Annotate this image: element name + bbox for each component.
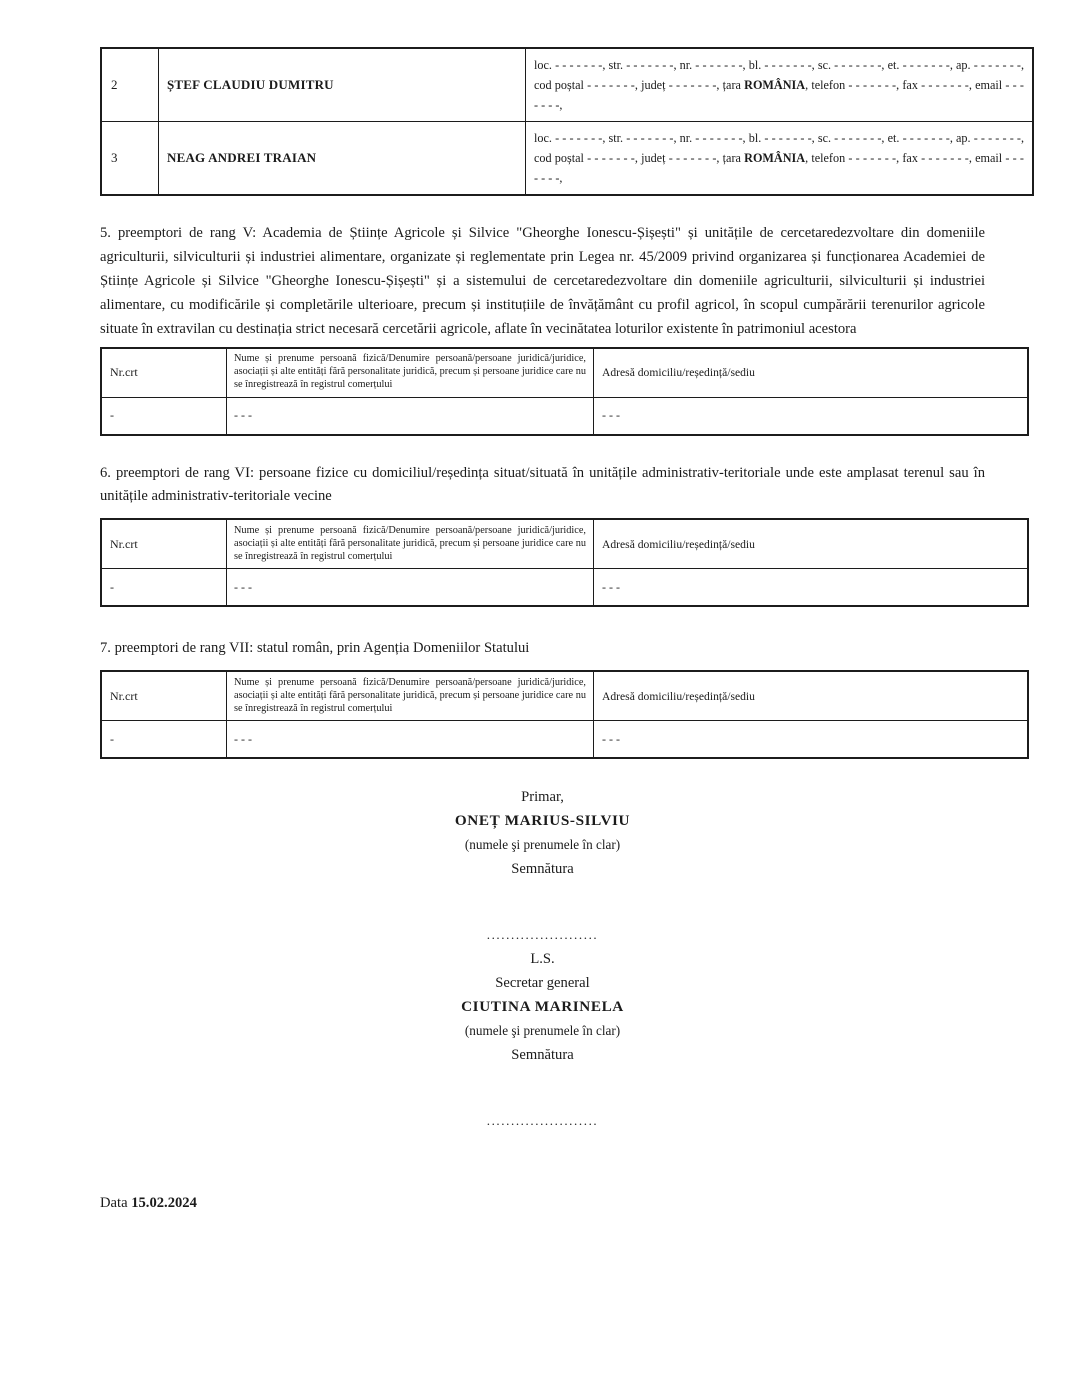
table-row — [101, 569, 1028, 607]
nr-crt-cell: - — [101, 397, 227, 435]
section-5-table — [100, 347, 1029, 436]
table-header-row — [101, 671, 1028, 721]
section-7-table — [100, 670, 1029, 759]
address-cell: - - - — [594, 397, 1029, 435]
mayor-name: ONEȚ MARIUS-SILVIU — [454, 812, 631, 830]
person-name-cell: NEAG ANDREI TRAIAN — [159, 122, 526, 196]
secretary-name: CIUTINA MARINELA — [461, 998, 624, 1016]
table-header-row — [101, 348, 1028, 398]
mayor-signature-label: Semnătura — [511, 861, 574, 878]
name-header: Nume și prenume persoană fizică/Denumire persoană/persoane juridică/juridice, asociații și alte entități fără personalitate juridică, precum și persoane juridice care nu se înregistrează în registrul comerțului — [227, 671, 594, 721]
table-row — [101, 48, 1033, 122]
ls-label: L.S. — [530, 951, 555, 968]
secretary-name-note: (numele şi prenumele în clar) — [464, 1023, 621, 1039]
address-text: loc. - - - - - - -, str. - - - - - - -, nr. - - - - - - -, bl. - - - - - - -, sc. - - - - - - -, et. - - - - - - -, ap. - - - - - - -, cod poștal - - - - - - -, județ - - - - - - -, țara — [534, 131, 1024, 165]
signature-block — [100, 785, 985, 1131]
address-text-after: , telefon - - - - - - -, fax - - - - - - -, email - - - - - - -, — [534, 151, 1024, 185]
address-text: loc. - - - - - - -, str. - - - - - - -, nr. - - - - - - -, bl. - - - - - - -, sc. - - - - - - -, et. - - - - - - -, ap. - - - - - - -, cod poștal - - - - - - -, județ - - - - - - -, țara — [534, 58, 1024, 92]
nr-crt-cell: - — [101, 721, 227, 759]
section-7-paragraph: 7. preemptori de rang VII: statul român, prin Agenția Domeniilor Statului — [100, 640, 530, 657]
section-6-table — [100, 518, 1029, 607]
name-cell: - - - — [227, 397, 594, 435]
preemptor-persons-table — [100, 47, 1034, 196]
person-address-cell — [526, 122, 1034, 196]
date-line — [100, 1195, 985, 1212]
address-header: Adresă domiciliu/reședință/sediu — [594, 519, 1029, 569]
address-cell: - - - — [594, 721, 1029, 759]
row-number-cell: 2 — [101, 48, 159, 122]
address-header: Adresă domiciliu/reședință/sediu — [594, 348, 1029, 398]
section-5-paragraph: 5. preemptori de rang V: Academia de Științe Agricole și Silvice "Gheorghe Ionescu-Șișești" și unitățile de cercetaredezvoltare din domeniile agriculturii, silviculturii și industriei alimentare, organizate și reglementate prin Legea nr. 45/2009 privind organizarea și funcționarea Academiei de Științe Agricole și Silvice "Gheorghe Ionescu-Șișești" și a sistemului de cercetaredezvoltare din domeniile agriculturii, silviculturii și industriei alimentare, cu modificările și completările ulterioare, precum și instituțiile de învățământ cu profil agricol, în scopul cumpărării terenurilor agricole situate în extravilan cu destinația strict necesară cercetării agricole, aflate în vecinătatea loturilor existente în patrimoniul acestora — [100, 225, 985, 337]
mayor-title: Primar, — [521, 789, 564, 806]
secretary-signature-label: Semnătura — [511, 1047, 574, 1064]
row-number-cell: 3 — [101, 122, 159, 196]
nr-crt-header: Nr.crt — [101, 519, 227, 569]
address-country: ROMÂNIA — [744, 78, 806, 92]
nr-crt-header: Nr.crt — [101, 671, 227, 721]
table-row — [101, 122, 1033, 196]
section-6-paragraph: 6. preemptori de rang VI: persoane fizice cu domiciliul/reședința situat/situată în unitățile administrativ-teritoriale unde este amplasat terenul sau în unitățile administrativ-teritoriale vecine — [100, 464, 985, 505]
address-text-after: , telefon - - - - - - -, fax - - - - - - -, email - - - - - - -, — [534, 78, 1024, 112]
name-header: Nume și prenume persoană fizică/Denumire persoană/persoane juridică/juridice, asociații și alte entități fără personalitate juridică, precum și persoane juridice care nu se înregistrează în registrul comerțului — [227, 519, 594, 569]
document-page — [100, 47, 1024, 1212]
name-header: Nume și prenume persoană fizică/Denumire persoană/persoane juridică/juridice, asociații și alte entități fără personalitate juridică, precum și persoane juridice care nu se înregistrează în registrul comerțului — [227, 348, 594, 398]
table-header-row — [101, 519, 1028, 569]
person-address-cell — [526, 48, 1034, 122]
secretary-signature-dots: ....................... — [486, 1113, 599, 1129]
name-cell: - - - — [227, 721, 594, 759]
name-cell: - - - — [227, 569, 594, 607]
date-label: Data — [100, 1195, 132, 1212]
address-country: ROMÂNIA — [744, 151, 806, 165]
nr-crt-header: Nr.crt — [101, 348, 227, 398]
address-cell: - - - — [594, 569, 1029, 607]
address-header: Adresă domiciliu/reședință/sediu — [594, 671, 1029, 721]
mayor-name-note: (numele şi prenumele în clar) — [464, 837, 621, 853]
person-name-cell: ȘTEF CLAUDIU DUMITRU — [159, 48, 526, 122]
table-row — [101, 721, 1028, 759]
date-value: 15.02.2024 — [131, 1195, 197, 1212]
mayor-signature-dots: ....................... — [486, 927, 599, 943]
table-row — [101, 397, 1028, 435]
secretary-title: Secretar general — [495, 975, 590, 992]
nr-crt-cell: - — [101, 569, 227, 607]
